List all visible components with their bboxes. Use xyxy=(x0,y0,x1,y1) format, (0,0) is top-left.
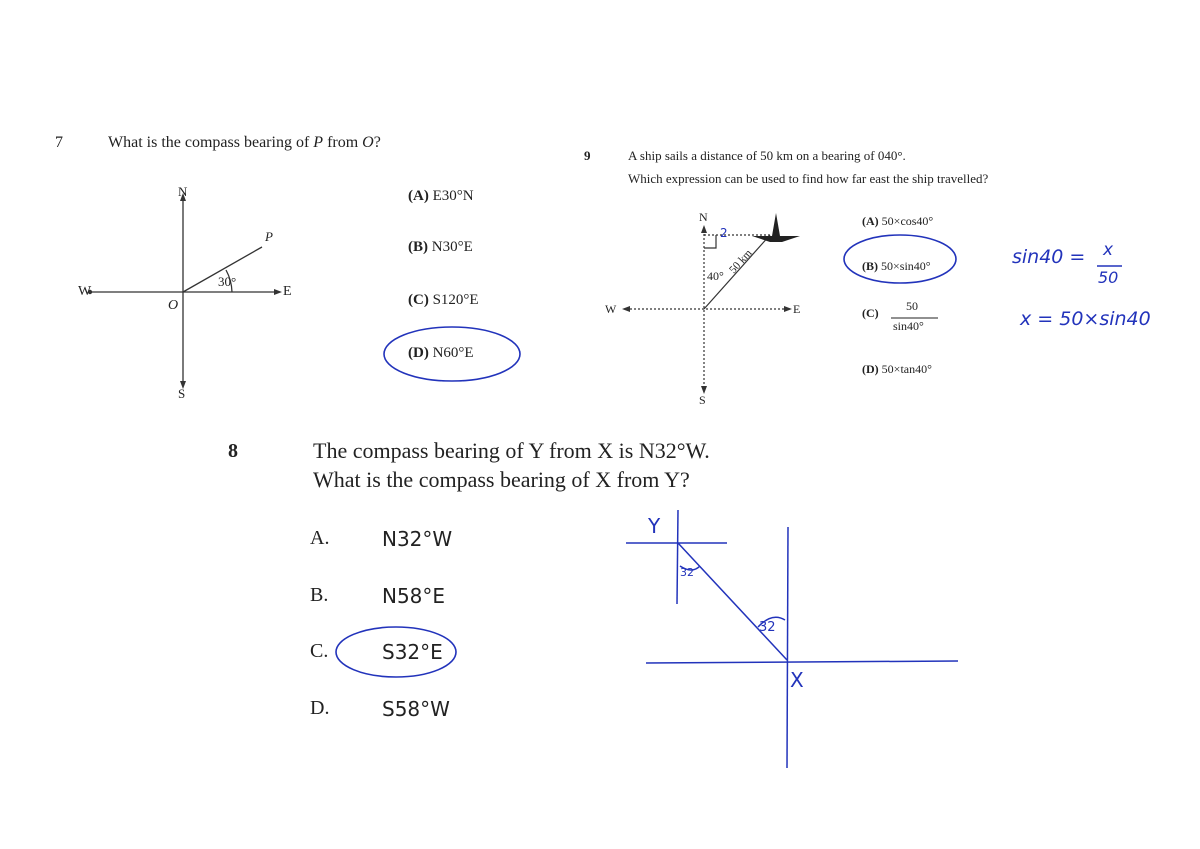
q7-angle-label: 30° xyxy=(218,274,237,289)
q7-option-d[interactable] xyxy=(408,345,474,362)
q9-option-c-letter: (C) xyxy=(862,306,879,320)
q9-option-d-value: 50×tan40° xyxy=(881,362,932,376)
q9-east-label: E xyxy=(793,302,801,316)
q9-number: 9 xyxy=(584,148,591,163)
q9-option-b-value: 50×sin40° xyxy=(881,259,931,273)
q8-sketch-connecting-line xyxy=(678,543,787,660)
q8-question-line1: The compass bearing of Y from X is N32°W. xyxy=(313,438,710,463)
ship-icon xyxy=(752,213,800,242)
q9-distance-label: 50 km xyxy=(727,247,755,277)
q7-option-d-letter: (D) xyxy=(408,345,429,361)
q9-working-line2: x = 50×sin40 xyxy=(1020,308,1151,330)
q7-east-label: E xyxy=(283,284,292,299)
q9-south-label: S xyxy=(699,393,706,407)
q9-question-line1: A ship sails a distance of 50 km on a bearing of 040°. xyxy=(628,148,906,163)
q9-option-b-letter: (B) xyxy=(862,259,878,273)
q8-option-d-value[interactable]: S58°W xyxy=(382,697,450,721)
q8-number: 8 xyxy=(228,440,238,462)
q7-option-c-value: S120°E xyxy=(432,292,479,308)
q7-east-arrow-icon xyxy=(274,289,282,295)
q7-point-label: P xyxy=(265,229,273,244)
q9-option-b[interactable] xyxy=(862,259,931,274)
q7-number: 7 xyxy=(55,134,63,151)
q8-sketch-angle-bottom: 32 xyxy=(759,620,776,635)
q7-option-b-value: N30°E xyxy=(431,239,473,255)
q7-question xyxy=(108,134,381,152)
q9-option-d-letter: (D) xyxy=(862,362,879,376)
q9-option-c-numerator: 50 xyxy=(906,299,918,313)
q9-option-d[interactable] xyxy=(862,362,932,377)
q8-option-b-value[interactable]: N58°E xyxy=(382,584,446,608)
q7-option-b-letter: (B) xyxy=(408,239,428,255)
q7-point-p: P xyxy=(313,134,324,151)
q9-north-label: N xyxy=(699,210,708,224)
q8-option-b-letter[interactable]: B. xyxy=(310,584,329,606)
q8-sketch-angle-top: 32 xyxy=(680,566,694,579)
q7-point-o: O xyxy=(362,134,374,151)
q9-question-line2: Which expression can be used to find how far east the ship travelled? xyxy=(628,171,989,186)
q9-west-arrow-icon xyxy=(622,306,630,312)
q7-option-c[interactable] xyxy=(408,292,479,309)
q9-option-a-letter: (A) xyxy=(862,214,879,228)
q7-origin-label: O xyxy=(168,298,179,313)
q8-option-c-letter[interactable]: C. xyxy=(310,640,329,662)
q9-compass-diagram xyxy=(626,230,788,390)
q9-angle-label: 40° xyxy=(707,269,724,283)
q7-option-a-value: E30°N xyxy=(432,188,474,204)
q8-sketch-point-y: Y xyxy=(648,514,661,538)
q8-option-c-value[interactable]: S32°E xyxy=(382,640,443,664)
q9-option-c-denominator: sin40° xyxy=(893,319,924,333)
q7-option-b[interactable] xyxy=(408,239,473,256)
q7-compass-diagram xyxy=(88,198,278,385)
q8-sketch-x-vertical xyxy=(787,527,788,768)
q9-right-angle-mark xyxy=(704,235,716,248)
q9-option-a-value: 50×cos40° xyxy=(881,214,934,228)
q7-option-a[interactable] xyxy=(408,188,474,205)
q8-question-line2: What is the compass bearing of X from Y? xyxy=(313,467,690,492)
q7-option-d-value: N60°E xyxy=(432,345,474,361)
q8-option-a-letter[interactable]: A. xyxy=(310,527,330,549)
q7-south-label: S xyxy=(178,386,186,401)
q9-north-arrow-icon xyxy=(701,225,707,233)
q9-working-line1: sin40 = xyxy=(1012,246,1086,268)
q9-working-fraction-top: x xyxy=(1103,240,1114,260)
q8-sketch-point-x: X xyxy=(790,668,804,692)
q7-north-label: N xyxy=(178,184,188,199)
q9-annotation: 2 xyxy=(720,226,728,240)
q9-option-a[interactable] xyxy=(862,214,933,229)
q8-option-a-value[interactable]: N32°W xyxy=(382,527,453,551)
q8-option-d-letter[interactable]: D. xyxy=(310,697,330,719)
q7-question-before: What is the compass bearing of xyxy=(108,134,314,151)
q7-option-c-letter: (C) xyxy=(408,292,429,308)
q9-east-arrow-icon xyxy=(784,306,792,312)
q9-west-label: W xyxy=(605,302,617,316)
q7-west-label: W xyxy=(78,284,92,299)
q9-option-c[interactable] xyxy=(862,306,879,321)
q7-question-mid: from xyxy=(323,134,363,151)
q7-option-a-letter: (A) xyxy=(408,188,429,204)
q8-sketch-y-vertical xyxy=(677,510,678,604)
q9-working-fraction-bottom: 50 xyxy=(1098,268,1119,287)
q7-question-end: ? xyxy=(373,134,381,151)
q8-sketch-x-horizontal xyxy=(646,661,958,663)
q8-sketch xyxy=(626,510,958,768)
